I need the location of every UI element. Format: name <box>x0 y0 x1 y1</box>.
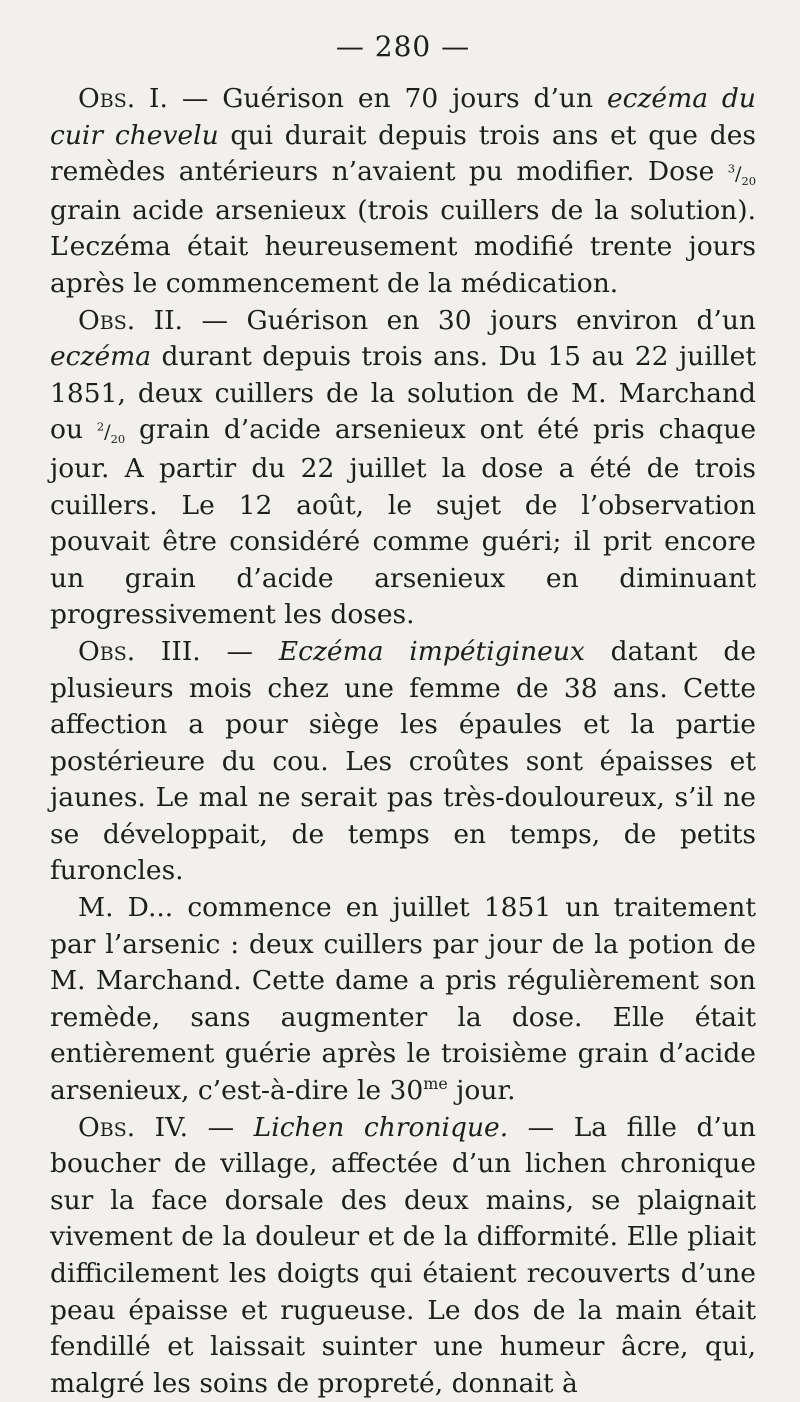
obs-2-diagnosis: eczéma <box>50 341 152 373</box>
obs-2-label: Obs. II. <box>78 304 183 336</box>
obs-1-label: Obs. I. <box>78 83 168 114</box>
obs-3-label: Obs. III. <box>78 635 201 667</box>
dose-fraction: $^2/_{20}$ <box>96 419 126 447</box>
obs-4-diagnosis: Lichen chronique. <box>253 1111 509 1143</box>
dose-fraction: $^3/_{20}$ <box>727 161 756 188</box>
observation-4: Obs. IV. — Lichen chronique. — La fille d’un boucher de village, affectée d’un lichen chronique sur la face dorsale des deux mains, se plaignait vivement de la douleur et de la difformité. Elle pliait difficilement les doigts qui étaient recouverts d’une peau épaisse et rugueuse. Le dos de la main était fendillé et laissait suinter une humeur âcre, qui, malgré les soins de propreté, donnait à <box>50 1111 756 1399</box>
observation-3: Obs. III. — Eczéma impétigineux datant de plusieurs mois chez une femme de 38 ans. Cette affection a pour siège les épaules et la partie postérieure du cou. Les croûtes sont épaisses et jaunes. Le mal ne serait pas très-douloureux, s’il ne se développait, de temps en temps, de petits furoncles. <box>50 635 756 887</box>
page-number: — 280 — <box>335 30 471 63</box>
obs-1-diagnosis: eczéma du cuir chevelu <box>50 83 756 151</box>
obs-3-diagnosis: Eczéma impétigineux <box>278 635 585 667</box>
observation-1: Obs. I. — Guérison en 70 jours d’un eczéma du cuir chevelu qui durait depuis trois ans et que des remèdes antérieurs n’avaient pu modifier. Dose $^3/_{20}$ grain acide arsenieux (trois cuillers de la solution). L’eczéma était heureusement modifié trente jours après le commencement de la médication. <box>50 83 756 299</box>
observation-2: Obs. II. — Guérison en 30 jours environ d’un eczéma durant depuis trois ans. Du 15 au 22 juillet 1851, deux cuillers de la solution de M. Marchand ou $^2/_{20}$ grain d’acide arsenieux ont été pris chaque jour. A partir du 22 juillet la dose a été de trois cuillers. Le 12 août, le sujet de l’observation pouvait être considéré comme guéri; il prit encore un grain d’acide arsenieux en diminuant progressivement les doses. <box>50 304 756 631</box>
obs-4-label: Obs. IV. <box>78 1111 189 1143</box>
observation-3-continued: M. D... commence en juillet 1851 un traitement par l’arsenic : deux cuillers par jour de la potion de M. Marchand. Cette dame a pris régulièrement son remède, sans augmenter la dose. Elle était entièrement guérie après le troisième grain d’acide arsenieux, c’est-à-dire le $30^{me}$ jour. <box>50 892 756 1107</box>
